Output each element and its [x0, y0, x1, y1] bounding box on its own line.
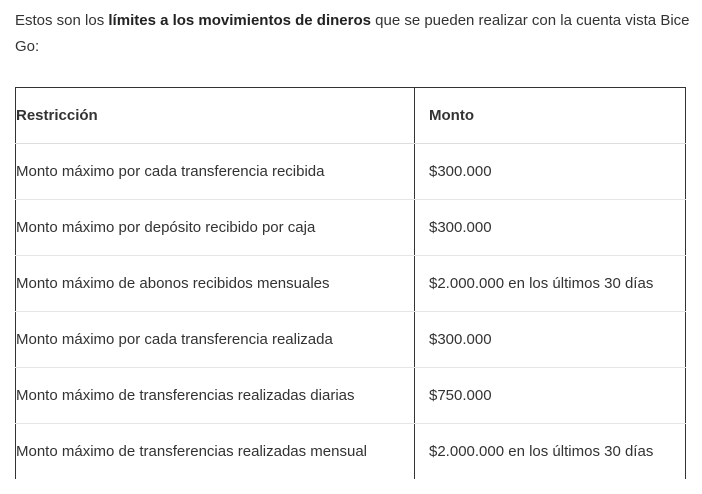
intro-paragraph [15, 8, 695, 60]
cell-restriccion: Monto máximo de transferencias realizadas mensual [16, 424, 415, 480]
cell-monto: $300.000 [415, 312, 686, 368]
cell-restriccion: Monto máximo por cada transferencia recibida [16, 144, 415, 200]
table-row [16, 368, 686, 424]
cell-monto: $300.000 [415, 144, 686, 200]
header-restriccion: Restricción [16, 88, 415, 144]
table-row [16, 200, 686, 256]
cell-monto: $750.000 [415, 368, 686, 424]
header-row [16, 88, 686, 144]
table-row [16, 312, 686, 368]
cell-monto: $2.000.000 en los últimos 30 días [415, 424, 686, 480]
cell-restriccion: Monto máximo de transferencias realizadas diarias [16, 368, 415, 424]
cell-restriccion: Monto máximo de abonos recibidos mensuales [16, 256, 415, 312]
cell-restriccion: Monto máximo por cada transferencia realizada [16, 312, 415, 368]
intro-text-bold: límites a los movimientos de dineros [108, 12, 371, 29]
table-row [16, 256, 686, 312]
table-row [16, 424, 686, 480]
limits-table [15, 87, 686, 479]
table-row [16, 144, 686, 200]
header-monto: Monto [415, 88, 686, 144]
cell-monto: $300.000 [415, 200, 686, 256]
limits-table-body [16, 144, 686, 480]
intro-text-after: que se pueden realizar con la cuenta vista Bice Go: [15, 12, 690, 55]
cell-monto: $2.000.000 en los últimos 30 días [415, 256, 686, 312]
limits-table-head [16, 88, 686, 144]
intro-text-before: Estos son los [15, 12, 109, 29]
cell-restriccion: Monto máximo por depósito recibido por caja [16, 200, 415, 256]
